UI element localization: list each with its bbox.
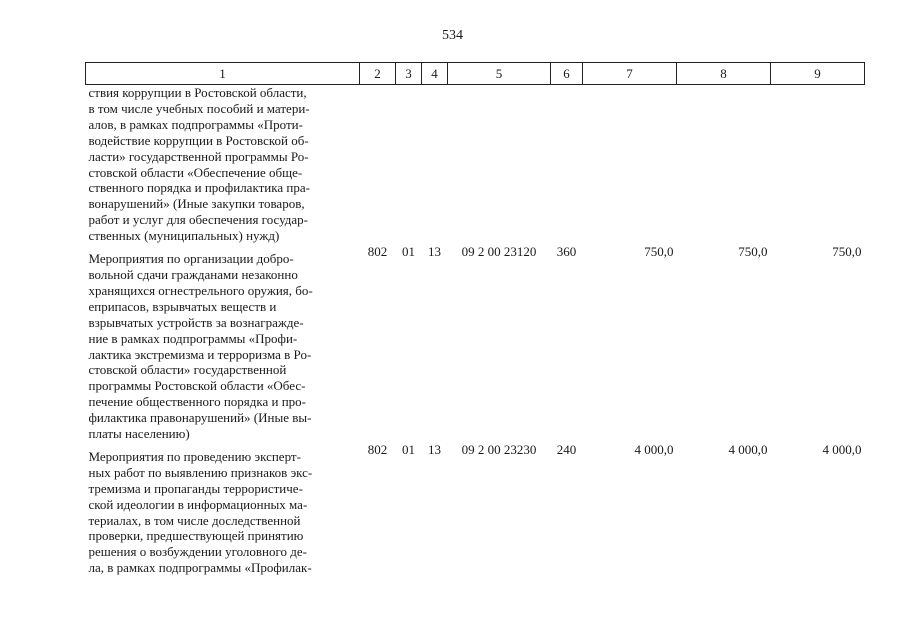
subsection-code — [422, 85, 448, 245]
header-row — [86, 63, 865, 85]
desc-line: ных работ по выявлению признаков экс- — [88, 464, 313, 480]
expense-type-code: 360 — [556, 244, 577, 260]
desc-line: ние в рамках подпрограммы «Профи- — [88, 330, 298, 346]
target-article-code: 09 2 00 23120 — [461, 244, 537, 260]
desc-line: ской идеологии в информационных ма- — [88, 496, 308, 512]
desc-line: водействие коррупции в Ростовской об- — [88, 132, 309, 148]
desc-line: в том числе учебных пособий и матери- — [88, 100, 310, 116]
table-row — [86, 244, 865, 442]
amount-col-7 — [583, 85, 677, 245]
amount-col-9: 4 000,0 — [822, 441, 862, 457]
desc-line: работ и услуг для обеспечения государ- — [88, 212, 309, 228]
desc-line: вонарушений» (Иные закупки товаров, — [88, 196, 305, 212]
header-col-9: 9 — [771, 63, 865, 85]
desc-line: хранящихся огнестрельного оружия, бо- — [88, 282, 313, 298]
ministry-code — [360, 85, 396, 245]
amount-col-9: 750,0 — [832, 244, 862, 260]
header-col-8: 8 — [677, 63, 771, 85]
row-description — [86, 244, 360, 442]
table-row — [86, 85, 865, 245]
desc-line: платы населению) — [88, 426, 190, 442]
row-description — [86, 85, 360, 245]
desc-line: программы Ростовской области «Обес- — [88, 378, 306, 394]
desc-line: еприпасов, взрывчатых веществ и — [88, 298, 277, 314]
desc-line: лактика экстремизма и терроризма в Ро- — [88, 346, 312, 362]
desc-line: стовской области «Обеспечение обще- — [88, 164, 303, 180]
desc-line: ствия коррупции в Ростовской области, — [88, 85, 307, 100]
desc-line: тремизма и пропаганды террористиче- — [88, 480, 303, 496]
header-col-3: 3 — [396, 63, 422, 85]
desc-line: ственного порядка и профилактика пра- — [88, 180, 310, 196]
desc-line: стовской области» государственной — [88, 362, 287, 378]
desc-line: Мероприятия по проведению эксперт- — [88, 448, 301, 464]
desc-line: решения о возбуждении уголовного де- — [88, 544, 307, 560]
target-article-code — [448, 85, 551, 245]
desc-line: ла, в рамках подпрограммы «Профилак- — [88, 560, 312, 576]
header-col-1: 1 — [86, 63, 360, 85]
section-code: 01 — [402, 244, 415, 260]
section-code: 01 — [402, 441, 415, 457]
desc-line: вольной сдачи гражданами незаконно — [88, 266, 298, 282]
desc-line: алов, в рамках подпрограммы «Проти- — [88, 116, 303, 132]
amount-col-8: 4 000,0 — [728, 441, 768, 457]
desc-line: териалах, в том числе доследственной — [88, 512, 301, 528]
header-col-5: 5 — [448, 63, 551, 85]
header-col-6: 6 — [551, 63, 583, 85]
desc-line: печение общественного порядка и про- — [88, 394, 307, 410]
desc-line: взрывчатых устройств за вознагражде- — [88, 314, 304, 330]
subsection-code: 13 — [428, 244, 441, 260]
target-article-code: 09 2 00 23230 — [461, 441, 537, 457]
amount-col-8 — [677, 85, 771, 245]
ministry-code: 802 — [367, 244, 388, 260]
desc-line: ласти» государственной программы Ро- — [88, 148, 309, 164]
subsection-code: 13 — [428, 441, 441, 457]
amount-col-7: 4 000,0 — [634, 441, 674, 457]
amount-col-7: 750,0 — [644, 244, 674, 260]
page-number: 534 — [442, 28, 463, 43]
header-col-2: 2 — [360, 63, 396, 85]
expense-type-code — [551, 85, 583, 245]
amount-col-8: 750,0 — [738, 244, 768, 260]
header-col-4: 4 — [422, 63, 448, 85]
ministry-code: 802 — [367, 441, 388, 457]
expense-type-code: 240 — [556, 441, 577, 457]
budget-table — [85, 62, 865, 576]
desc-line: ственных (муниципальных) нужд) — [88, 228, 280, 244]
desc-line: Мероприятия по организации добро- — [88, 251, 294, 267]
table-row — [86, 442, 865, 576]
amount-col-9 — [771, 85, 865, 245]
desc-line: проверки, предшествующей принятию — [88, 528, 304, 544]
desc-line: филактика правонарушений» (Иные вы- — [88, 410, 312, 426]
header-col-7: 7 — [583, 63, 677, 85]
row-description — [86, 442, 360, 576]
section-code — [396, 85, 422, 245]
